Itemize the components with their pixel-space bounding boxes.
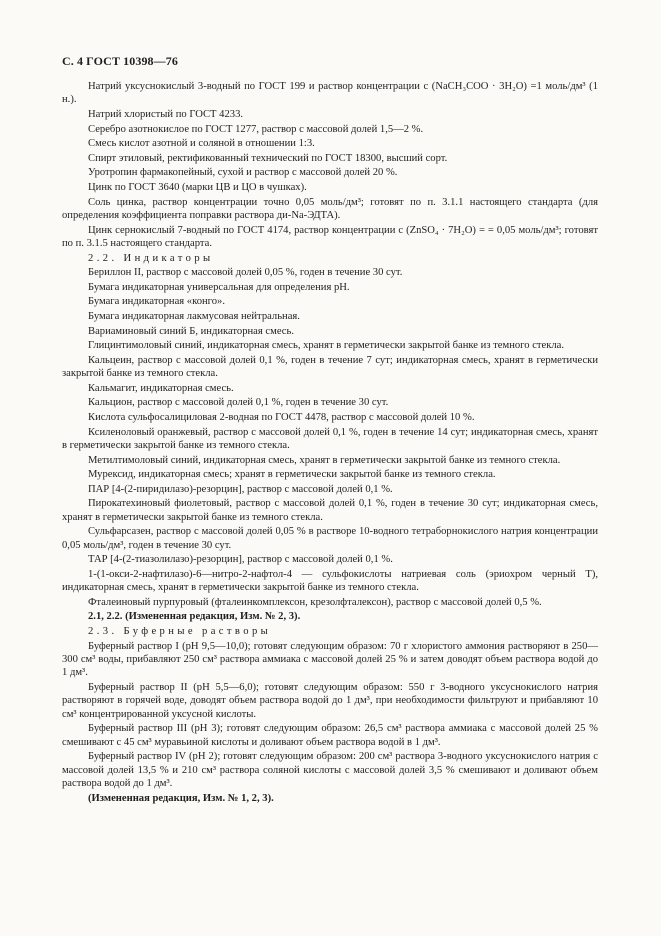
paragraph: Кальцеин, раствор с массовой долей 0,1 %, годен в течение 7 сут; индикаторная смесь, хранят в герметически закрытой банке из темного стекла. <box>62 354 598 380</box>
paragraph: Пирокатехиновый фиолетовый, раствор с массовой долей 0,1 %, годен в течение 30 сут; индикаторная смесь, хранят в герметически закрытой банке из темного стекла. <box>62 498 598 523</box>
paragraph: 2.2. Индикаторы <box>88 252 214 264</box>
paragraph: Бумага индикаторная универсальная для определения pH. <box>88 281 350 293</box>
paragraph: (Измененная редакция, Изм. № 1, 2, 3). <box>88 792 274 804</box>
paragraph: Буферный раствор II (pH 5,5—6,0); готовят следующим образом: 550 г 3-водного уксуснокислого натрия растворяют в горячей воде, доводят объем раствора водой до 1 дм³, при необходимости фильтруют и прибавляют 10 см³ концентрированной уксусной кислоты. <box>62 682 598 720</box>
paragraph: Уротропин фармакопейный, сухой и раствор с массовой долей 20 %. <box>88 167 398 179</box>
paragraph: Спирт этиловый, ректификованный технический по ГОСТ 18300, высший сорт. <box>88 152 448 164</box>
paragraph: Сульфарсазен, раствор с массовой долей 0,05 % в растворе 10-водного тетраборнокислого натрия концентрации 0,05 моль/дм³, годен в течение 30 сут. <box>62 526 598 551</box>
paragraph: Глицинтимоловый синий, индикаторная смесь, хранят в герметически закрытой банке из темного стекла. <box>88 340 565 352</box>
paragraph: Натрий хлористый по ГОСТ 4233. <box>88 109 244 120</box>
paragraph: Смесь кислот азотной и соляной в отношении 1:3. <box>88 138 315 150</box>
paragraph: Бериллон II, раствор с массовой долей 0,05 %, годен в течение 30 сут. <box>88 267 403 279</box>
paragraph: Цинк по ГОСТ 3640 (марки ЦВ и ЦО в чушках). <box>88 181 307 193</box>
paragraph: Буферный раствор III (pH 3); готовят следующим образом: 26,5 см³ раствора аммиака с массовой долей 25 % смешивают с 45 см³ муравьиной кислоты и доливают объем раствора водой в 1 дм³. <box>62 723 598 748</box>
paragraph: Кальцион, раствор с массовой долей 0,1 %, годен в течение 30 сут. <box>88 397 389 409</box>
page-body <box>62 80 598 806</box>
paragraph: Бумага индикаторная «конго». <box>88 296 225 308</box>
paragraph: Метилтимоловый синий, индикаторная смесь, хранят в герметически закрытой банке из темного стекла. <box>88 454 561 466</box>
paragraph: ТАР [4-(2-тиазолилазо)-резорцин], раствор с массовой долей 0,1 %. <box>88 554 393 566</box>
paragraph: Серебро азотнокислое по ГОСТ 1277, раствор с массовой долей 1,5—2 %. <box>88 123 424 135</box>
paragraph: Мурексид, индикаторная смесь; хранят в герметически закрытой банке из темного стекла. <box>88 469 496 481</box>
paragraph: ПАР [4-(2-пиридилазо)-резорцин], раствор с массовой долей 0,1 %. <box>88 483 393 495</box>
paragraph: Буферный раствор I (pH 9,5—10,0); готовят следующим образом: 70 г хлористого аммония растворяют в 250—300 см³ воды, прибавляют 250 см³ раствора аммиака с массовой долей 25 % и затем доводят объем раствора водой до 1 дм³. <box>62 640 598 679</box>
paragraph: Буферный раствор IV (pH 2); готовят следующим образом: 200 см³ раствора 3-водного уксуснокислого натрия с массовой долей 13,5 % и 210 см³ раствора соляной кислоты с массовой долей 3,5 % смешивают и доливают объем раствора водой до 1 дм³. <box>62 751 598 790</box>
paragraph: Ксиленоловый оранжевый, раствор с массовой долей 0,1 %, годен в течение 14 сут; индикаторная смесь, хранят в герметически закрытой банке из темного стекла. <box>62 426 598 451</box>
paragraph: 2.3. Буферные растворы <box>88 626 272 638</box>
paragraph: Натрий уксуснокислый 3-водный по ГОСТ 199 и раствор концентрации c (NaCH₃COO · 3H₂O) =1 моль/дм³ (1 н.). <box>62 81 598 106</box>
paragraph: Фталеиновый пурпуровый (фталеинкомплексон, крезолфталексон), раствор с массовой долей 0,5 %. <box>88 596 542 608</box>
paragraph: 1-(1-окси-2-нафтилазо)-6—нитро-2-нафтол-4 — сульфокислоты натриевая соль (эриохром черный Т), индикаторная смесь, хранят в герметически закрытой банке из темного стекла. <box>62 568 598 594</box>
paragraph: Соль цинка, раствор концентрации точно 0,05 моль/дм³; готовят по п. 3.1.1 настоящего стандарта (для определения коэффициента поправки раствора ди-Na-ЭДТА). <box>62 196 598 221</box>
paragraph: Цинк сернокислый 7-водный по ГОСТ 4174, раствор концентрации c (ZnSO₄ · 7H₂O) = = 0,05 моль/дм³; готовят по п. 3.1.5 настоящего стандарта. <box>62 224 598 249</box>
page-header: С. 4 ГОСТ 10398—76 <box>62 54 178 68</box>
paragraph: Бумага индикаторная лакмусовая нейтральная. <box>88 310 300 322</box>
paragraph: Кальмагит, индикаторная смесь. <box>88 382 234 394</box>
paragraph: 2.1, 2.2. (Измененная редакция, Изм. № 2, 3). <box>88 611 301 623</box>
paragraph: Кислота сульфосалициловая 2-водная по ГОСТ 4478, раствор с массовой долей 10 %. <box>88 411 475 423</box>
paragraph: Вариаминовый синий Б, индикаторная смесь. <box>88 325 294 337</box>
